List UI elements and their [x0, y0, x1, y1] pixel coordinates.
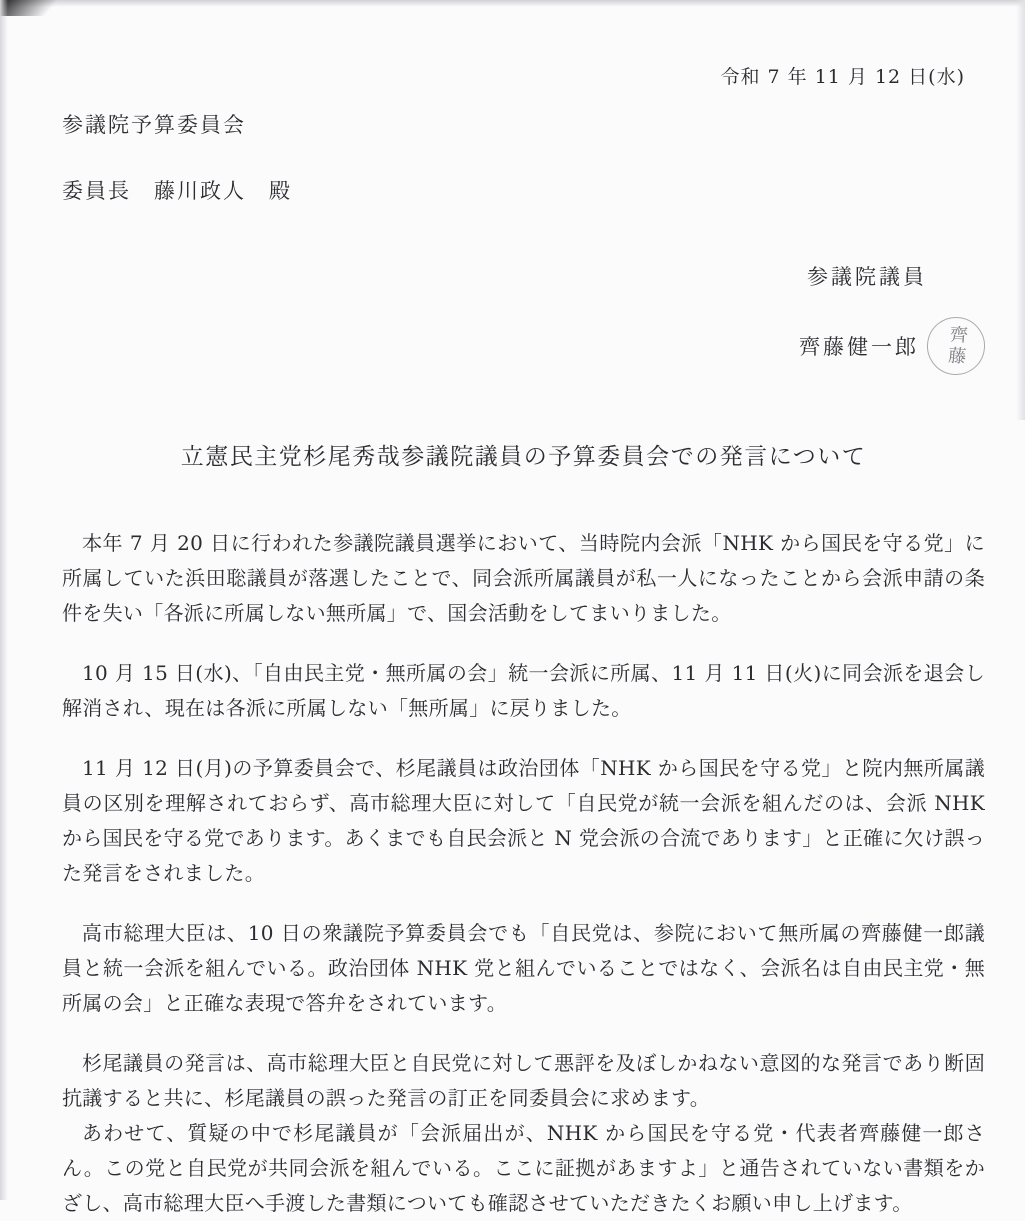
recipient-organization: 参議院予算委員会: [62, 113, 246, 137]
paragraph: 杉尾議員の発言は、高市総理大臣と自民党に対して悪評を及ぼしかねない意図的な発言であり断固抗議すると共に、杉尾議員の誤った発言の訂正を同委員会に求めます。: [62, 1051, 985, 1110]
hanko-seal-icon: [923, 313, 989, 379]
paragraph: 高市総理大臣は、10 日の衆議院予算委員会でも「自民党は、参院において無所属の齊藤健一郎議員と統一会派を組んでいる。政治団体 NHK 党と組んでいることではなく、会派名は自由民主党・無所属の会」と正確な表現で答弁をされています。: [62, 921, 985, 1015]
sender-title: 参議院議員: [807, 265, 927, 289]
paragraph: 11 月 12 日(月)の予算委員会で、杉尾議員は政治団体「NHK から国民を守る党」と院内無所属議員の区別を理解されておらず、高市総理大臣に対して「自民党が統一会派を組んだのは、会派 NHK から国民を守る党であります。あくまでも自民会派と N 党会派の合流であります」と正確に欠け誤った発言をされました。: [62, 756, 985, 885]
paragraph: 10 月 15 日(水)、「自由民主党・無所属の会」統一会派に所属、11 月 11 日(火)に同会派を退会し解消され、現在は各派に所属しない「無所属」に戻りました。: [62, 661, 985, 720]
paragraph: あわせて、質疑の中で杉尾議員が「会派届出が、NHK から国民を守る党・代表者齊藤健一郎さん。この党と自民党が共同会派を組んでいる。ここに証拠があますよ」と通告されていない書類をかざし、高市総理大臣へ手渡した書類についても確認させていただきたくお願い申し上げます。: [62, 1121, 985, 1215]
sender-name: 齊藤健一郎: [799, 335, 919, 359]
sender-signature-row: [62, 314, 985, 378]
hanko-seal-text: 齊藤: [944, 324, 969, 368]
letter-date: 令和 7 年 11 月 12 日(水): [720, 66, 965, 88]
paragraph: 本年 7 月 20 日に行われた参議院議員選挙において、当時院内会派「NHK から国民を守る党」に所属していた浜田聡議員が落選したことで、同会派所属議員が私一人になったことから会派申請の条件を失い「各派に所属しない無所属」で、国会活動をしてまいりました。: [62, 531, 985, 625]
letter-body: [62, 526, 985, 1221]
document-title: 立憲民主党杉尾秀哉参議院議員の予算委員会での発言について: [180, 444, 867, 470]
recipient-person: 委員長 藤川政人 殿: [62, 179, 292, 203]
